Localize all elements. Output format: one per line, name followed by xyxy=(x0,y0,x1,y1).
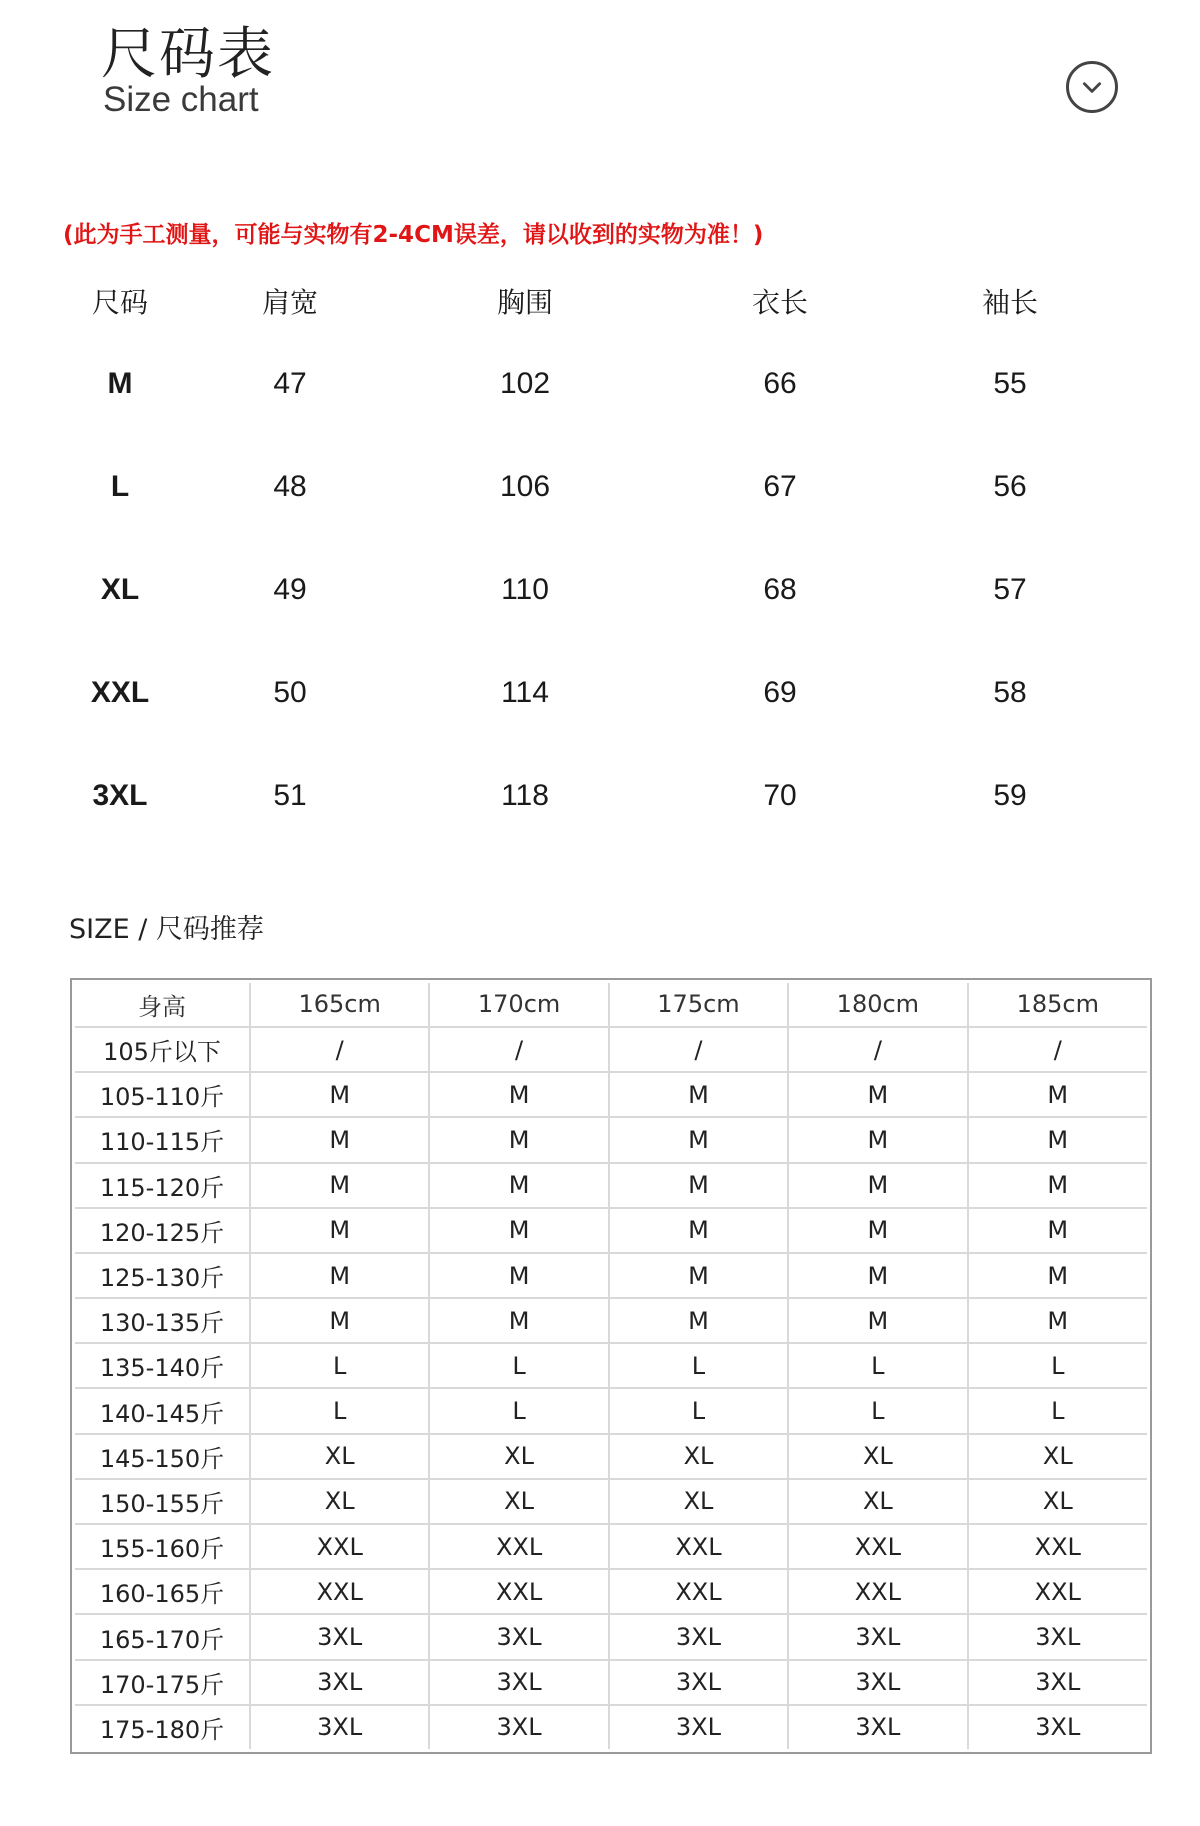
size-cell: M xyxy=(250,1208,429,1253)
weight-range-cell: 150-155斤 xyxy=(75,1479,250,1524)
size-cell: M xyxy=(250,1298,429,1343)
chevron-down-icon xyxy=(1079,74,1105,100)
size-cell: 3XL xyxy=(788,1705,967,1749)
table-row xyxy=(75,1208,1147,1253)
weight-range-cell: 105斤以下 xyxy=(75,1027,250,1072)
size-cell: 3XL xyxy=(609,1705,788,1749)
size-cell: L xyxy=(429,1343,608,1388)
header-length: 衣长 xyxy=(751,286,808,319)
size-cell: L xyxy=(609,1388,788,1433)
size-cell: M xyxy=(968,1208,1147,1253)
size-cell: M xyxy=(250,1163,429,1208)
cell-size: M xyxy=(107,366,133,400)
cell-sleeve: 59 xyxy=(993,778,1027,812)
size-cell: M xyxy=(609,1208,788,1253)
size-cell: XL xyxy=(250,1479,429,1524)
size-cell: L xyxy=(968,1343,1147,1388)
size-cell: M xyxy=(250,1253,429,1298)
cell-chest: 118 xyxy=(501,778,549,812)
cell-length: 68 xyxy=(763,572,797,606)
cell-size: L xyxy=(110,469,130,503)
size-cell: M xyxy=(250,1117,429,1162)
recommend-table-frame xyxy=(70,978,1152,1754)
measurement-row xyxy=(60,641,1140,744)
size-cell: 3XL xyxy=(609,1614,788,1659)
size-cell: L xyxy=(250,1388,429,1433)
size-cell: L xyxy=(609,1343,788,1388)
size-cell: / xyxy=(250,1027,429,1072)
header-height: 身高 xyxy=(75,983,250,1027)
size-cell: L xyxy=(429,1388,608,1433)
measurement-note: (此为手工测量，可能与实物有2-4CM误差，请以收到的实物为准！) xyxy=(63,222,764,248)
size-cell: 3XL xyxy=(1035,1713,1081,1742)
cell-chest: 102 xyxy=(499,366,551,400)
cell-sleeve: 58 xyxy=(993,675,1027,709)
size-cell: XXL xyxy=(250,1524,429,1569)
cell-shoulder: 48 xyxy=(273,469,307,503)
header-height-value: 165cm xyxy=(250,983,429,1027)
size-cell: XL xyxy=(968,1434,1147,1479)
size-cell: 3XL xyxy=(250,1660,429,1705)
size-cell: M xyxy=(968,1298,1147,1343)
size-cell: XL xyxy=(429,1434,608,1479)
size-cell: 3XL xyxy=(968,1614,1147,1659)
cell-shoulder: 49 xyxy=(273,572,307,606)
size-cell: M xyxy=(429,1298,608,1343)
table-row xyxy=(75,1298,1147,1343)
table-row xyxy=(75,1072,1147,1117)
size-cell: XXL xyxy=(429,1524,608,1569)
size-cell: M xyxy=(788,1117,967,1162)
size-cell: M xyxy=(788,1163,967,1208)
size-cell: XXL xyxy=(788,1524,967,1569)
size-cell: XL xyxy=(609,1479,788,1524)
table-row xyxy=(75,1524,1147,1569)
size-cell: M xyxy=(788,1072,967,1117)
size-cell: / xyxy=(968,1027,1147,1072)
table-row xyxy=(75,1569,1147,1614)
header-height-value: 170cm xyxy=(429,983,608,1027)
recommend-title: SIZE / 尺码推荐 xyxy=(69,914,264,945)
header-height-value: 185cm xyxy=(968,983,1147,1027)
weight-range-cell: 130-135斤 xyxy=(75,1298,250,1343)
weight-range-cell: 135-140斤 xyxy=(75,1343,250,1388)
size-cell: XL xyxy=(609,1434,788,1479)
header-height-value: 175cm xyxy=(609,983,788,1027)
cell-chest: 110 xyxy=(501,572,549,606)
size-cell: M xyxy=(609,1253,788,1298)
weight-range-cell: 105-110斤 xyxy=(75,1072,250,1117)
table-row xyxy=(75,1705,1147,1749)
page-subtitle: Size chart xyxy=(103,80,259,119)
weight-range-cell: 125-130斤 xyxy=(75,1253,250,1298)
size-cell: M xyxy=(968,1253,1147,1298)
size-cell: M xyxy=(609,1163,788,1208)
cell-length: 69 xyxy=(763,675,797,709)
size-cell: L xyxy=(968,1388,1147,1433)
cell-size: 3XL xyxy=(92,778,148,812)
header-shoulder: 肩宽 xyxy=(261,286,318,319)
table-row xyxy=(75,1027,1147,1072)
table-row xyxy=(75,1660,1147,1705)
size-cell: L xyxy=(250,1343,429,1388)
cell-chest: 106 xyxy=(499,469,551,503)
size-cell: / xyxy=(788,1027,967,1072)
header-height-value: 180cm xyxy=(788,983,967,1027)
header-size: 尺码 xyxy=(91,286,148,319)
table-row xyxy=(75,1117,1147,1162)
size-cell: XL xyxy=(429,1479,608,1524)
size-cell: M xyxy=(788,1253,967,1298)
weight-range-cell: 160-165斤 xyxy=(75,1569,250,1614)
cell-sleeve: 56 xyxy=(993,469,1027,503)
weight-range-cell: 140-145斤 xyxy=(75,1388,250,1433)
size-cell: / xyxy=(609,1027,788,1072)
cell-shoulder: 47 xyxy=(273,366,307,400)
header-chest: 胸围 xyxy=(496,286,553,319)
size-cell: L xyxy=(788,1343,967,1388)
cell-sleeve: 55 xyxy=(993,366,1027,400)
size-cell: XXL xyxy=(250,1569,429,1614)
size-cell: 3XL xyxy=(429,1705,608,1749)
size-cell: M xyxy=(250,1072,429,1117)
size-cell: M xyxy=(968,1163,1147,1208)
weight-range-cell: 155-160斤 xyxy=(75,1524,250,1569)
table-row xyxy=(75,1163,1147,1208)
measurement-body xyxy=(60,332,1140,847)
size-cell: XXL xyxy=(609,1569,788,1614)
measurement-header-row xyxy=(60,270,1140,332)
size-cell: M xyxy=(968,1072,1147,1117)
cell-length: 67 xyxy=(763,469,797,503)
table-row xyxy=(75,1388,1147,1433)
size-cell: M xyxy=(429,1163,608,1208)
size-cell: XXL xyxy=(429,1569,608,1614)
cell-shoulder: 51 xyxy=(273,778,307,812)
cell-shoulder: 50 xyxy=(273,675,307,709)
size-cell: M xyxy=(968,1117,1147,1162)
weight-range-cell: 145-150斤 xyxy=(75,1434,250,1479)
recommend-header-row xyxy=(75,983,1147,1027)
table-row xyxy=(75,1614,1147,1659)
size-cell: M xyxy=(429,1253,608,1298)
size-cell: M xyxy=(609,1117,788,1162)
weight-range-cell: 175-180斤 xyxy=(75,1705,250,1749)
measurement-row xyxy=(60,538,1140,641)
weight-range-cell: 115-120斤 xyxy=(75,1163,250,1208)
size-cell: 3XL xyxy=(429,1660,608,1705)
measurement-row xyxy=(60,435,1140,538)
size-cell: M xyxy=(609,1072,788,1117)
size-cell: 3XL xyxy=(250,1614,429,1659)
size-cell: 3XL xyxy=(968,1660,1147,1705)
page-title: 尺码表 xyxy=(101,22,275,87)
size-cell: XXL xyxy=(788,1569,967,1614)
size-cell: XXL xyxy=(968,1524,1147,1569)
size-cell: M xyxy=(429,1117,608,1162)
cell-size: XXL xyxy=(90,675,150,709)
measurement-row xyxy=(60,744,1140,847)
size-cell: XXL xyxy=(968,1569,1147,1614)
header-sleeve: 袖长 xyxy=(981,286,1038,319)
cell-chest: 114 xyxy=(501,675,549,709)
table-row xyxy=(75,1343,1147,1388)
size-cell: 3XL xyxy=(250,1705,429,1749)
cell-sleeve: 57 xyxy=(993,572,1027,606)
size-cell: 3XL xyxy=(609,1660,788,1705)
size-cell: M xyxy=(429,1072,608,1117)
measurement-table xyxy=(60,270,1140,847)
size-cell: XL xyxy=(250,1434,429,1479)
cell-size: XL xyxy=(100,572,140,606)
recommend-table xyxy=(75,983,1147,1749)
size-cell: M xyxy=(788,1208,967,1253)
size-cell: XL xyxy=(788,1479,967,1524)
size-cell: XL xyxy=(968,1479,1147,1524)
size-cell: 3XL xyxy=(429,1614,608,1659)
table-row xyxy=(75,1479,1147,1524)
weight-range-cell: 165-170斤 xyxy=(75,1614,250,1659)
size-cell: M xyxy=(609,1298,788,1343)
size-cell: L xyxy=(788,1388,967,1433)
size-cell: XXL xyxy=(609,1524,788,1569)
size-cell: 3XL xyxy=(788,1614,967,1659)
size-cell: M xyxy=(788,1298,967,1343)
size-cell: M xyxy=(429,1208,608,1253)
size-cell: XL xyxy=(788,1434,967,1479)
weight-range-cell: 170-175斤 xyxy=(75,1660,250,1705)
weight-range-cell: 120-125斤 xyxy=(75,1208,250,1253)
table-row xyxy=(75,1434,1147,1479)
weight-range-cell: 110-115斤 xyxy=(75,1117,250,1162)
cell-length: 70 xyxy=(763,778,797,812)
table-row xyxy=(75,1253,1147,1298)
cell-length: 66 xyxy=(763,366,797,400)
expand-button[interactable] xyxy=(1066,61,1118,113)
measurement-row xyxy=(60,332,1140,435)
size-cell: 3XL xyxy=(788,1660,967,1705)
size-cell: / xyxy=(429,1027,608,1072)
